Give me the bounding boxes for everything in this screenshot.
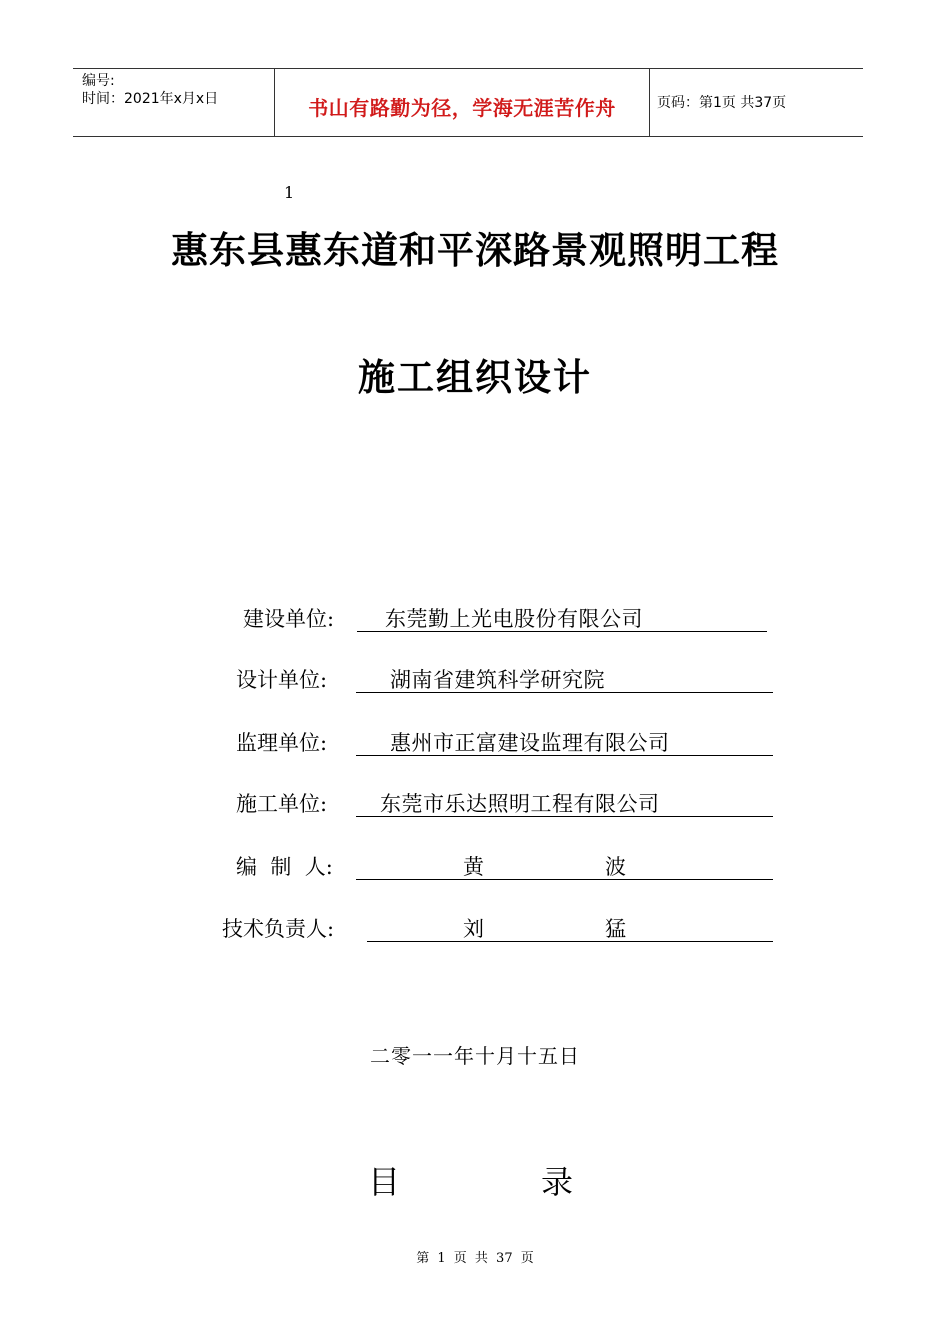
field-value-surname: 黄 <box>463 855 485 879</box>
field-row-contractor <box>0 788 950 824</box>
header-motto-cell <box>274 69 650 136</box>
header-table <box>73 68 863 137</box>
field-label: 施工单位: <box>236 792 328 816</box>
field-row-tech-lead <box>0 913 950 949</box>
field-label: 建设单位: <box>243 607 335 631</box>
header-motto: 书山有路勤为径，学海无涯苦作舟 <box>308 96 616 120</box>
field-value: 东莞市乐达照明工程有限公司 <box>380 792 660 816</box>
header-page-code: 页码：第1页 共37页 <box>657 95 787 111</box>
field-value: 湖南省建筑科学研究院 <box>390 668 605 692</box>
section-marker: 1 <box>284 183 295 202</box>
field-row-supervisor <box>0 727 950 763</box>
field-value: 惠州市正富建设监理有限公司 <box>390 731 670 755</box>
field-value-surname: 刘 <box>463 917 485 941</box>
field-underline <box>367 941 773 942</box>
document-title: 惠东县惠东道和平深路景观照明工程 <box>171 228 779 272</box>
doc-time-label: 时间：2021年x月x日 <box>82 91 219 107</box>
field-underline <box>356 879 773 880</box>
page-footer: 第 1 页 共 37 页 <box>416 1251 534 1266</box>
document-subtitle: 施工组织设计 <box>358 355 592 399</box>
toc-heading-char1: 目 <box>368 1163 401 1201</box>
toc-heading-char2: 录 <box>541 1163 574 1201</box>
doc-number-label: 编号: <box>82 73 115 89</box>
field-row-designer <box>0 664 950 700</box>
field-label: 设计单位: <box>236 668 328 692</box>
field-value: 东莞勤上光电股份有限公司 <box>385 607 643 631</box>
field-label: 监理单位: <box>236 731 328 755</box>
field-value-given: 猛 <box>605 917 627 941</box>
field-row-client <box>0 603 950 639</box>
document-date: 二零一一年十月十五日 <box>370 1044 580 1068</box>
field-label: 技术负责人: <box>222 917 335 941</box>
field-value-given: 波 <box>605 855 627 879</box>
header-page-cell <box>649 69 863 136</box>
field-label: 编 制 人: <box>236 855 333 879</box>
field-row-author <box>0 851 950 887</box>
header-meta-cell <box>73 69 274 136</box>
